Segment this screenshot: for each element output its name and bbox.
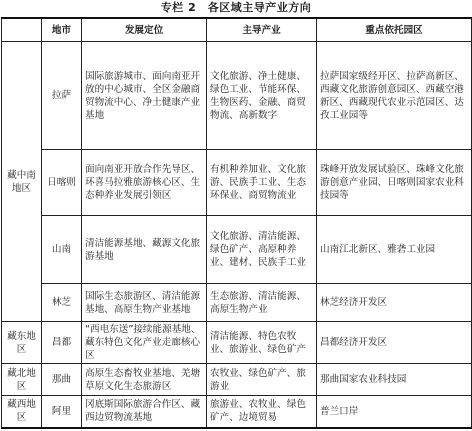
header-region <box>2 18 42 42</box>
park-cell: 那曲国家农业科技园 <box>317 364 472 396</box>
position-cell: 清洁能源基地、藏源文化旅游基地 <box>82 216 207 284</box>
region-cell-north: 藏北地区 <box>2 364 42 396</box>
industry-cell: 清洁能源、特色农牧业、旅游业、绿色矿产 <box>207 322 317 364</box>
header-position: 发展定位 <box>82 18 207 42</box>
table-row <box>2 364 472 396</box>
region-cell-east: 藏东地区 <box>2 322 42 364</box>
industry-table <box>1 17 472 429</box>
park-cell: 珠峰开放发展试验区、珠峰文化旅游创意产业园、日喀则国家农业科技园等 <box>317 150 472 216</box>
table-row <box>2 396 472 428</box>
table-row <box>2 322 472 364</box>
position-cell: 国际生态旅游区、清洁能源基地、高原生物产业基地 <box>82 284 207 322</box>
table-title: 专栏 2 各区域主导产业方向 <box>160 1 312 14</box>
park-cell: 山南江北新区、雅砻工业园 <box>317 216 472 284</box>
region-cell-west: 藏西地区 <box>2 396 42 428</box>
city-cell: 拉萨 <box>42 42 82 150</box>
industry-cell: 有机种养加业、文化旅游、民族手工业、生态环保业、商贸物流业 <box>207 150 317 216</box>
position-cell: 国际旅游城市、面向南亚开放的中心城市、全区金融商贸物流中心、净土健康产业基地 <box>82 42 207 150</box>
header-row <box>2 18 472 42</box>
industry-cell: 生态旅游、清洁能源、高原生物产业 <box>207 284 317 322</box>
position-cell: 高原生态畜牧业基地、羌塘草原文化生态旅游区 <box>82 364 207 396</box>
industry-cell: 农牧业、绿色矿产、旅游业 <box>207 364 317 396</box>
header-city: 地市 <box>42 18 82 42</box>
table-row <box>2 42 472 150</box>
city-cell: 山南 <box>42 216 82 284</box>
position-cell: “西电东送”接续能源基地、藏东特色文化产业走廊核心区 <box>82 322 207 364</box>
city-cell: 日喀则 <box>42 150 82 216</box>
park-cell: 普兰口岸 <box>317 396 472 428</box>
city-cell: 那曲 <box>42 364 82 396</box>
industry-cell: 文化旅游、清洁能源、绿色矿产、高原种养业、建材、民族手工业 <box>207 216 317 284</box>
header-industry: 主导产业 <box>207 18 317 42</box>
position-cell: 面向南亚开放合作先导区、环喜马拉雅旅游核心区、生态种养业发展引领区 <box>82 150 207 216</box>
table-row <box>2 150 472 216</box>
position-cell: 冈底斯国际旅游合作区、藏西边贸物流基地 <box>82 396 207 428</box>
city-cell: 林芝 <box>42 284 82 322</box>
table-row <box>2 284 472 322</box>
table-row <box>2 216 472 284</box>
header-park: 重点依托园区 <box>317 18 472 42</box>
park-cell: 昌都经济开发区 <box>317 322 472 364</box>
industry-cell: 旅游业、农牧业、绿色矿产、边境贸易 <box>207 396 317 428</box>
city-cell: 阿里 <box>42 396 82 428</box>
city-cell: 昌都 <box>42 322 82 364</box>
park-cell: 林芝经济开发区 <box>317 284 472 322</box>
region-cell-central: 藏中南地区 <box>2 42 42 322</box>
park-cell: 拉萨国家级经开区、拉萨高新区、西藏文化旅游创意园区、西藏空港新区、西藏现代农业示范园区、达孜工业园等 <box>317 42 472 150</box>
industry-cell: 文化旅游、净土健康、绿色工业、节能环保、生物医药、金融、商贸物流、高新数字 <box>207 42 317 150</box>
